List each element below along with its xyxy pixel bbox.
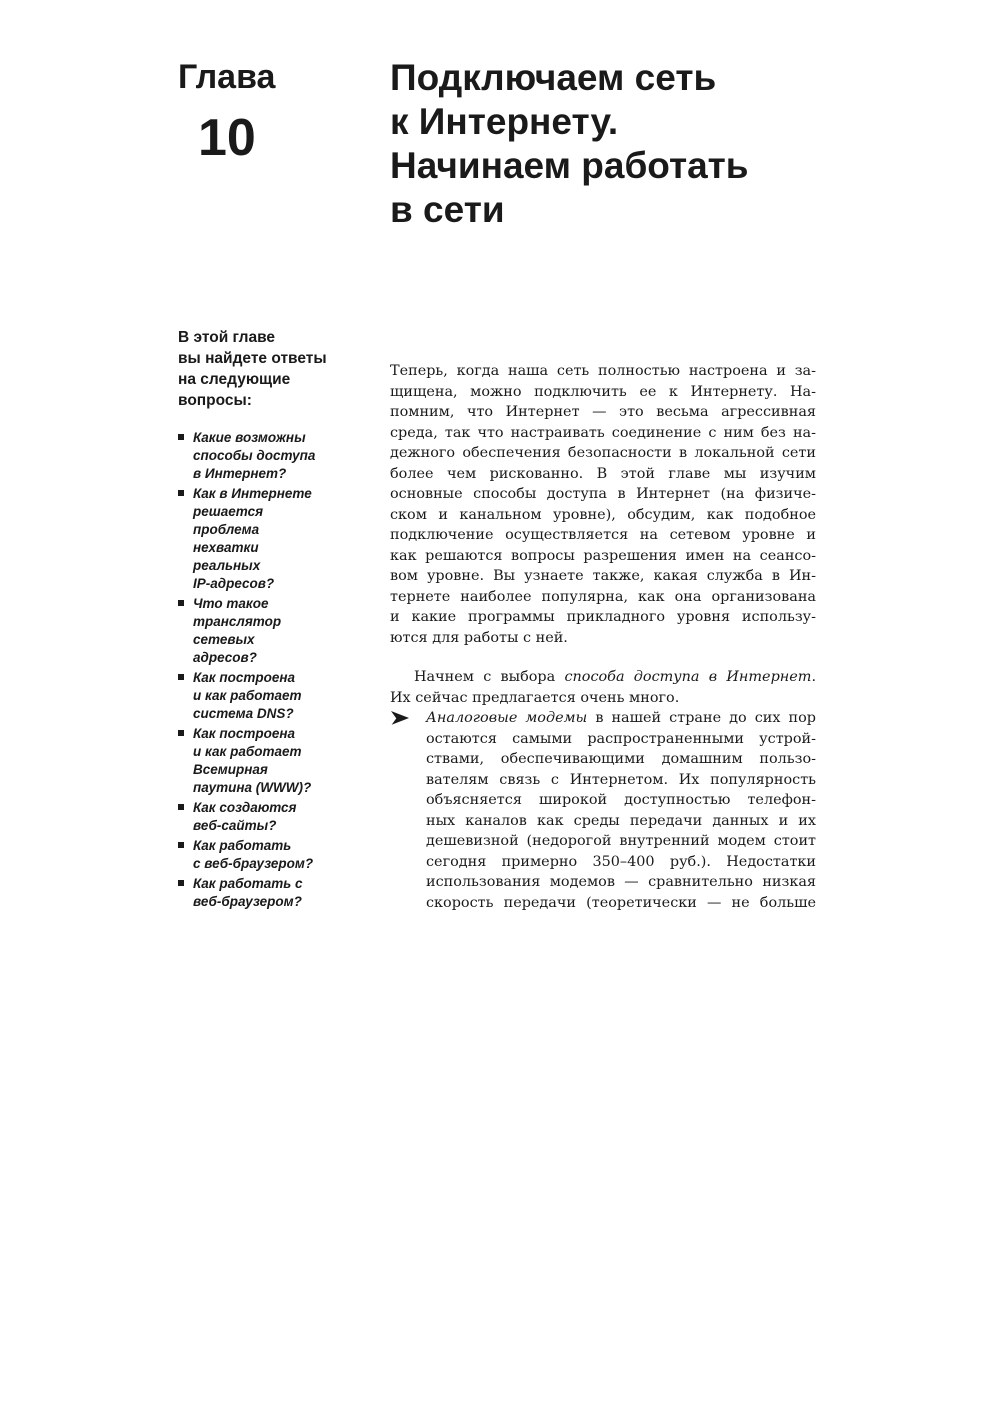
paragraph-line: скорость передачи (теоретически — не больше xyxy=(426,894,816,911)
paragraph-line: ются для работы с ней. xyxy=(390,629,568,646)
question-line: Что такое xyxy=(193,596,269,611)
paragraph-line: вом уровне. Вы узнаете также, какая служба в Ин- xyxy=(390,568,816,584)
question-line: в Интернет? xyxy=(193,466,287,481)
question-line: нехватки xyxy=(193,540,259,555)
question-line: веб-браузером? xyxy=(193,894,302,909)
paragraph-line: объясняется широкой доступностью телефон- xyxy=(426,792,816,808)
paragraph-line: подключение осуществляется на сетевом уровне и xyxy=(390,527,816,543)
question-line: Как в Интернете xyxy=(193,486,312,501)
sidebar-heading-line: вопросы: xyxy=(178,392,252,409)
sidebar-heading-line: вы найдете ответы xyxy=(178,350,327,367)
chapter-number: 10 xyxy=(198,109,256,167)
square-bullet-icon xyxy=(178,674,184,680)
question-line: Как работать с xyxy=(193,876,303,891)
question-item xyxy=(178,429,358,483)
paragraph-line: Теперь, когда наша сеть полностью настроена и за- xyxy=(390,363,816,379)
paragraph-line: остаются самыми распространенными устрой- xyxy=(426,730,816,747)
question-line: решается xyxy=(193,504,264,519)
question-line: Как построена xyxy=(193,726,296,741)
question-line: Как создаются xyxy=(193,800,297,815)
paragraph-line: сегодня примерно 350–400 руб.). Недостатки xyxy=(426,853,816,870)
question-line: способы доступа xyxy=(193,448,316,463)
paragraph-line: Начнем с выбора способа доступа в Интернет. xyxy=(414,669,817,685)
question-line: и как работает xyxy=(193,744,302,759)
question-item xyxy=(178,669,358,723)
paragraph-line: дежного обеспечения безопасности в локальной сети xyxy=(390,445,816,461)
analog-modems-bullet xyxy=(390,708,816,913)
sidebar-heading-line: на следующие xyxy=(178,371,291,388)
question-list xyxy=(178,429,358,911)
square-bullet-icon xyxy=(178,490,184,496)
paragraph-line: Аналоговые модемы в нашей стране до сих пор xyxy=(426,710,816,726)
question-item xyxy=(178,875,358,911)
paragraph-line: как решаются вопросы разрешения имен на сеансо- xyxy=(390,547,816,564)
chapter-title-line: Подключаем сеть xyxy=(390,57,717,98)
question-line: сетевых xyxy=(193,632,255,647)
paragraph-line: тернете наиболее популярна, как она организована xyxy=(390,588,816,605)
square-bullet-icon xyxy=(178,880,184,886)
question-line: система DNS? xyxy=(193,706,294,721)
paragraph-line: помним, что Интернет — это весьма агрессивная xyxy=(390,404,816,420)
paragraph-line: среда, так что настраивать соединение с ним без на- xyxy=(390,424,816,441)
paragraph-line: и какие программы прикладного уровня использу- xyxy=(390,609,816,625)
chapter-intro-text xyxy=(390,361,816,913)
paragraph-line: щищена, можно подключить ее к Интернету. На- xyxy=(390,383,816,400)
question-line: веб-сайты? xyxy=(193,818,277,833)
paragraph-line: ском и канальном уровне), обсудим, как подобное xyxy=(390,506,816,523)
square-bullet-icon xyxy=(178,842,184,848)
paragraph-line: более чем рискованно. В этой главе мы изучим xyxy=(390,465,816,482)
question-line: Всемирная xyxy=(193,762,268,777)
paragraph-line: дешевизной (недорогой внутренний модем стоит xyxy=(426,833,816,849)
square-bullet-icon xyxy=(178,600,184,606)
chapter-title xyxy=(390,56,860,232)
question-line: Как работать xyxy=(193,838,292,853)
sidebar-heading xyxy=(178,327,358,411)
square-bullet-icon xyxy=(178,434,184,440)
square-bullet-icon xyxy=(178,730,184,736)
paragraph-line: Их сейчас предлагается очень много. xyxy=(390,689,680,706)
chapter-title-line: в сети xyxy=(390,189,505,230)
question-line: Какие возможны xyxy=(193,430,306,445)
chapter-title-line: к Интернету. xyxy=(390,101,619,142)
question-item xyxy=(178,837,358,873)
paragraph-line: ных каналов как среды передачи данных и их xyxy=(426,812,816,829)
question-line: IP-адресов? xyxy=(193,576,275,591)
question-line: адресов? xyxy=(193,650,257,665)
sidebar-heading-line: В этой главе xyxy=(178,329,276,346)
arrow-bullet-icon xyxy=(390,710,410,726)
question-line: проблема xyxy=(193,522,260,537)
paragraph-line: основные способы доступа в Интернет (на физиче- xyxy=(390,486,816,502)
question-item xyxy=(178,595,358,667)
question-item xyxy=(178,485,358,593)
paragraph-line: ствами, обеспечивающими домашним пользо- xyxy=(426,751,816,767)
question-item xyxy=(178,725,358,797)
question-line: Как построена xyxy=(193,670,296,685)
access-methods-paragraph xyxy=(390,667,816,708)
question-line: транслятор xyxy=(193,614,282,629)
paragraph-line: использования модемов — сравнительно низкая xyxy=(426,874,816,890)
question-line: с веб-браузером? xyxy=(193,856,314,871)
chapter-label: Глава xyxy=(178,58,276,96)
paragraph-line: вателям связь с Интернетом. Их популярность xyxy=(426,771,816,788)
question-line: и как работает xyxy=(193,688,302,703)
question-item xyxy=(178,799,358,835)
question-line: реальных xyxy=(193,558,261,573)
intro-paragraph xyxy=(390,361,816,648)
chapter-questions-sidebar xyxy=(178,327,358,913)
square-bullet-icon xyxy=(178,804,184,810)
question-line: паутина (WWW)? xyxy=(193,780,312,795)
chapter-title-line: Начинаем работать xyxy=(390,145,749,186)
